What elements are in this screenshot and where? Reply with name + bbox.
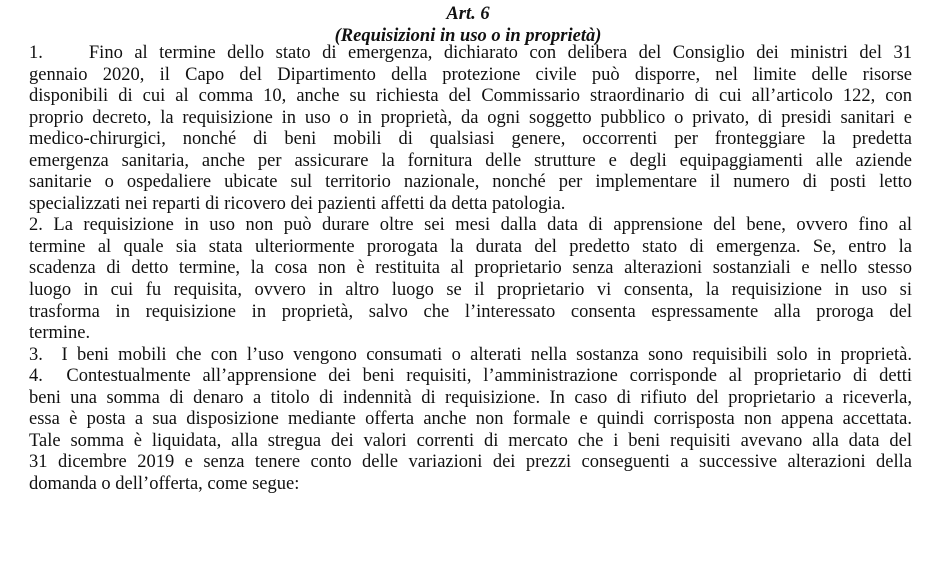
text-line: sanitarie o ospedaliere ubicate sul territorio nazionale, nonché per implementare il numero di posti letto [29,172,912,193]
text-line: essa è posta a sua disposizione mediante offerta anche non formale e quindi corrisposta non appena accettata. [29,409,912,430]
text-line: gennaio 2020, il Capo del Dipartimento della protezione civile può disporre, nel limite delle risorse [29,64,912,85]
text-line: proprio decreto, la requisizione in uso o in proprietà, da ogni soggetto pubblico o privato, di presidi sanitari e [29,107,912,128]
text-line: medico-chirurgici, nonché di beni mobili di qualsiasi genere, occorrenti per fronteggiare la predetta [29,129,912,150]
text-line: 1. Fino al termine dello stato di emergenza, dichiarato con delibera del Consiglio dei ministri del 31 [29,43,912,63]
text-line: domanda o dell’offerta, come segue: [29,473,300,494]
text-line: specializzati nei reparti di ricovero dei pazienti affetti da detta patologia. [29,193,566,214]
text-line: disponibili di cui al comma 10, anche su richiesta del Commissario straordinario di cui all’articolo 122, con [29,86,912,107]
text-line: scadenza di detto termine, la cosa non è restituita al proprietario senza alterazioni sostanziali e nello stesso [29,258,912,279]
text-line: trasforma in requisizione in proprietà, salvo che l’interessato consenta espressamente alla proroga del [29,301,912,322]
text-line: termine. [29,323,91,344]
text-line: luogo in cui fu requisita, ovvero in altro luogo se il proprietario vi consenta, la requisizione in uso si [29,280,912,301]
text-line: 31 dicembre 2019 e senza tenere conto delle variazioni dei prezzi conseguenti a successive alterazioni della [29,452,912,473]
text-line: 3. I beni mobili che con l’uso vengono consumati o alterati nella sostanza sono requisibili solo in proprietà. [29,344,912,365]
text-line: beni una somma di denaro a titolo di indennità di requisizione. In caso di rifiuto del proprietario a riceverla, [29,387,912,408]
text-line: termine al quale sia stata ulteriormente prorogata la durata del predetto stato di emergenza. Se, entro la [29,236,912,257]
text-line: emergenza sanitaria, anche per assicurare la fornitura delle strutture e degli equipaggiamenti alle aziende [29,150,912,171]
text-line: Tale somma è liquidata, alla stregua dei valori correnti di mercato che i beni requisiti avevano alla data del [29,430,912,451]
article-body [29,43,912,495]
article-number: Art. 6 [446,4,490,24]
text-line: 2. La requisizione in uso non può durare oltre sei mesi dalla data di apprensione del bene, ovvero fino al [29,215,912,236]
article-title: (Requisizioni in uso o in proprietà) [334,26,602,46]
text-line: 4. Contestualmente all’apprensione dei beni requisiti, l’amministrazione corrisponde al proprietario di detti [29,366,912,387]
